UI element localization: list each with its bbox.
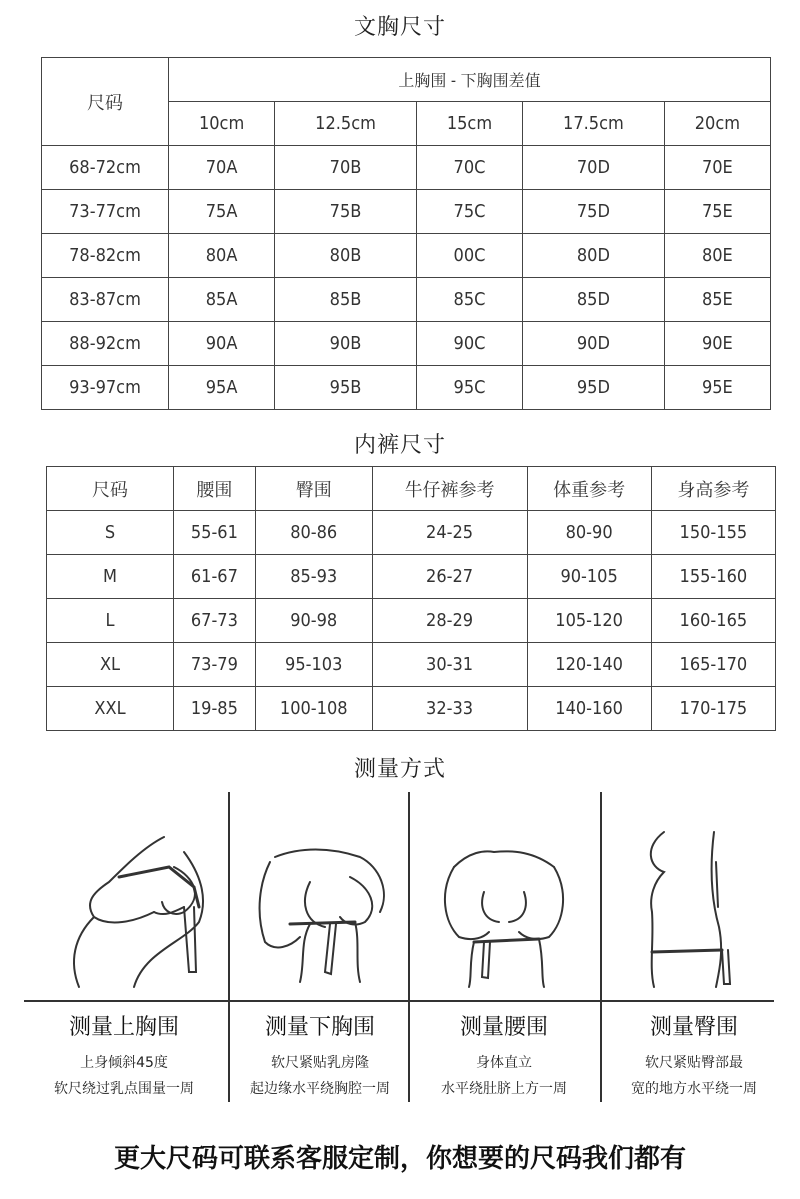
table-row: [47, 643, 776, 687]
brief-header-cell: 腰围: [174, 467, 256, 511]
brief-cell: 105-120: [527, 599, 651, 643]
bra-size-cell: 95E: [664, 366, 770, 410]
measure-panel-desc-line: 身体直立: [476, 1055, 532, 1071]
measure-panel-desc-line: 软尺绕过乳点围量一周: [54, 1081, 194, 1097]
measure-panel-title: 测量臀围: [649, 1015, 738, 1040]
brief-cell: 90-105: [527, 555, 651, 599]
bra-size-cell: 70C: [416, 146, 522, 190]
measure-panel-desc-line: 软尺紧贴乳房隆: [271, 1055, 369, 1071]
brief-header-cell: 牛仔裤参考: [372, 467, 527, 511]
measure-panel-under-bust: [230, 792, 410, 1097]
bra-size-cell: 95D: [523, 366, 665, 410]
brief-cell: 28-29: [372, 599, 527, 643]
brief-cell: 26-27: [372, 555, 527, 599]
measure-panel-desc: [34, 1050, 214, 1102]
bra-size-table: [41, 57, 771, 410]
under-bust-figure-icon: [230, 812, 410, 992]
brief-header-cell: 体重参考: [527, 467, 651, 511]
bra-size-cell: 85A: [169, 278, 275, 322]
bra-range-cell: 88-92cm: [42, 322, 169, 366]
bra-size-cell: 95C: [416, 366, 522, 410]
table-row: [42, 190, 771, 234]
brief-cell: S: [47, 511, 174, 555]
bra-size-cell: 95A: [169, 366, 275, 410]
table-row: [42, 234, 771, 278]
bra-size-cell: 70E: [664, 146, 770, 190]
measure-panel-hip: [604, 792, 784, 1097]
bra-diff-cell: 17.5cm: [523, 102, 665, 146]
measure-panel-desc-line: 起边缘水平绕胸腔一周: [250, 1081, 390, 1097]
bra-diff-cell: 12.5cm: [275, 102, 417, 146]
bra-size-cell: 90D: [523, 322, 665, 366]
brief-cell: 24-25: [372, 511, 527, 555]
bra-range-cell: 93-97cm: [42, 366, 169, 410]
brief-cell: 95-103: [255, 643, 372, 687]
table-row: [42, 322, 771, 366]
brief-cell: 120-140: [527, 643, 651, 687]
footer-note: 更大尺码可联系客服定制，你想要的尺码我们都有: [113, 1144, 686, 1174]
measure-panel-desc: [230, 1050, 410, 1102]
brief-header-cell: 身高参考: [651, 467, 775, 511]
brief-cell: 150-155: [651, 511, 775, 555]
bra-diff-cell: 10cm: [169, 102, 275, 146]
brief-cell: 100-108: [255, 687, 372, 731]
bra-size-cell: 75E: [664, 190, 770, 234]
brief-cell: 160-165: [651, 599, 775, 643]
bra-size-cell: 70B: [275, 146, 417, 190]
table-row: [42, 278, 771, 322]
bra-range-cell: 68-72cm: [42, 146, 169, 190]
bra-size-cell: 80A: [169, 234, 275, 278]
table-header-row: [47, 467, 776, 511]
brief-header-cell: 臀围: [255, 467, 372, 511]
brief-cell: 170-175: [651, 687, 775, 731]
bra-size-title: 文胸尺寸: [353, 15, 446, 40]
bra-size-cell: 80B: [275, 234, 417, 278]
measure-panel-desc-line: 水平绕肚脐上方一周: [441, 1081, 567, 1097]
bra-size-cell: 70D: [523, 146, 665, 190]
measure-panel-title: 测量下胸围: [264, 1015, 375, 1040]
brief-cell: M: [47, 555, 174, 599]
brief-cell: XXL: [47, 687, 174, 731]
brief-cell: 140-160: [527, 687, 651, 731]
table-row: [42, 146, 771, 190]
table-row: [47, 687, 776, 731]
brief-cell: L: [47, 599, 174, 643]
bra-size-cell: 75D: [523, 190, 665, 234]
brief-header-cell: 尺码: [47, 467, 174, 511]
brief-cell: 32-33: [372, 687, 527, 731]
measure-panel-desc-line: 上身倾斜45度: [80, 1055, 168, 1071]
measure-panel-title: 测量上胸围: [68, 1015, 179, 1040]
brief-cell: 30-31: [372, 643, 527, 687]
table-row: [47, 599, 776, 643]
bra-size-cell: 70A: [169, 146, 275, 190]
brief-cell: 55-61: [174, 511, 256, 555]
bra-size-cell: 85C: [416, 278, 522, 322]
bra-range-cell: 78-82cm: [42, 234, 169, 278]
brief-size-table: [46, 466, 776, 731]
bra-range-cell: 83-87cm: [42, 278, 169, 322]
bra-diff-cell: 15cm: [416, 102, 522, 146]
measure-panel-desc-line: 软尺紧贴臀部最: [645, 1055, 743, 1071]
bra-size-cell: 85B: [275, 278, 417, 322]
brief-cell: 80-86: [255, 511, 372, 555]
bra-diff-cell: 20cm: [664, 102, 770, 146]
measure-panel-desc: [604, 1050, 784, 1102]
bra-size-cell: 75B: [275, 190, 417, 234]
brief-cell: 85-93: [255, 555, 372, 599]
brief-size-title: 内裤尺寸: [353, 433, 446, 458]
bra-size-cell: 90A: [169, 322, 275, 366]
bra-size-label: 尺码: [42, 58, 169, 146]
measure-section: [24, 792, 774, 1122]
divider: [600, 792, 602, 1102]
bra-size-cell: 75A: [169, 190, 275, 234]
bra-size-cell: 90C: [416, 322, 522, 366]
measure-panel-upper-bust: [34, 792, 214, 1097]
bra-size-cell: 90E: [664, 322, 770, 366]
brief-cell: 155-160: [651, 555, 775, 599]
measure-panel-desc-line: 宽的地方水平绕一周: [631, 1081, 757, 1097]
brief-cell: 80-90: [527, 511, 651, 555]
bra-size-cell: 85D: [523, 278, 665, 322]
measure-panel-desc: [414, 1050, 594, 1102]
brief-cell: 90-98: [255, 599, 372, 643]
bra-size-cell: 85E: [664, 278, 770, 322]
table-row: [47, 555, 776, 599]
brief-cell: 165-170: [651, 643, 775, 687]
hip-figure-icon: [604, 812, 784, 992]
bra-size-cell: 80D: [523, 234, 665, 278]
brief-cell: 19-85: [174, 687, 256, 731]
waist-figure-icon: [414, 812, 594, 992]
bra-size-cell: 95B: [275, 366, 417, 410]
brief-cell: XL: [47, 643, 174, 687]
bra-diff-label: 上胸围 - 下胸围差值: [169, 58, 771, 102]
upper-bust-figure-icon: [34, 812, 214, 992]
bra-size-cell: 80E: [664, 234, 770, 278]
measure-panel-title: 测量腰围: [459, 1015, 548, 1040]
brief-cell: 73-79: [174, 643, 256, 687]
measure-panel-waist: [414, 792, 594, 1097]
bra-size-cell: 90B: [275, 322, 417, 366]
measure-title: 测量方式: [353, 757, 446, 782]
bra-size-cell: 75C: [416, 190, 522, 234]
bra-range-cell: 73-77cm: [42, 190, 169, 234]
brief-cell: 61-67: [174, 555, 256, 599]
table-row: [47, 511, 776, 555]
table-row: [42, 366, 771, 410]
brief-cell: 67-73: [174, 599, 256, 643]
bra-size-cell: 00C: [416, 234, 522, 278]
